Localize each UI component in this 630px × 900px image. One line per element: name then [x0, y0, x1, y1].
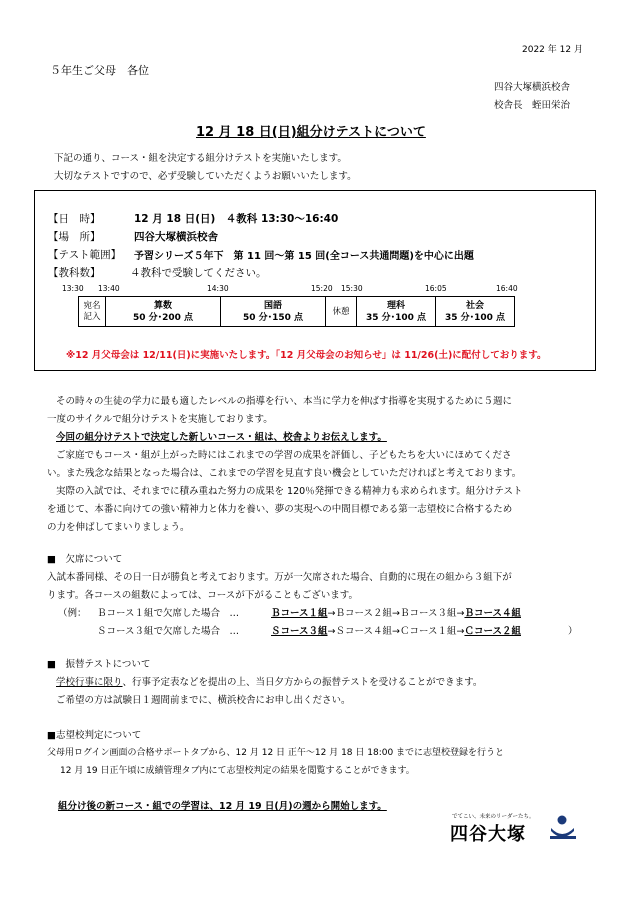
- info-date-label: 【日 時】: [48, 213, 101, 225]
- schedule-cell-japanese: [221, 297, 326, 327]
- makeup-line-2: ご希望の方は試験日１週間前までに、横浜校舎にお申し出ください。: [56, 695, 351, 706]
- organization: 四谷大塚横浜校舎: [494, 82, 571, 93]
- cell-name: 理科: [386, 300, 405, 311]
- time-tick: 16:05: [425, 284, 447, 293]
- info-date-value: 12 月 18 日(日) ４教科 13:30～16:40: [134, 213, 339, 225]
- info-range-value: 予習シリーズ５年下 第 11 回～第 15 回(全コース共通問題)を中心に出題: [134, 251, 474, 262]
- example-2-flow: [271, 623, 521, 637]
- makeup-line-1-underlined: 学校行事に限り: [56, 677, 123, 688]
- body-line-emphasis: 今回の組分けテストで決定した新しいコース・組は、校舎よりお伝えします。: [56, 432, 387, 443]
- info-place-value: 四谷大塚横浜校舎: [134, 231, 218, 243]
- body-line: の力を伸ばしてまいりましょう。: [47, 522, 190, 533]
- info-range-label: 【テスト範囲】: [48, 249, 122, 261]
- body-line: ご家庭でもコース・組が上がった時にはこれまでの学習の成果を評価し、子どもたちを大いにほめてくださ: [56, 450, 512, 461]
- judge-heading: ■志望校判定について: [47, 730, 142, 741]
- time-tick: 14:30: [207, 284, 229, 293]
- cell-detail: 35 分･100 点: [444, 312, 506, 323]
- body-line: 実際の入試では、それまでに積み重ねた努力の成果を 120％発揮できる精神力も求められます。組分けテスト: [56, 486, 523, 497]
- intro-line-2: 大切なテストですので、必ず受験していただくようお願いいたします。: [54, 171, 357, 182]
- makeup-line-1: [56, 674, 482, 688]
- info-subjects-value: ４教科で受験してください。: [130, 267, 267, 279]
- absence-heading: ■ 欠席について: [47, 554, 123, 565]
- info-subjects-label: 【教科数】: [48, 267, 101, 279]
- logo-name: 四谷大塚: [450, 824, 526, 845]
- example-2-case: Ｓコース３組で欠席した場合 …: [97, 626, 240, 637]
- intro-line-1: 下記の通り、コース・組を決定する組分けテストを実施いたします。: [54, 153, 347, 164]
- cell-detail: 50 分･150 点: [242, 312, 304, 323]
- time-tick: 15:20: [311, 284, 333, 293]
- example-1-flow: [271, 605, 521, 619]
- info-place-label: 【場 所】: [48, 231, 101, 243]
- cell-name: 国語: [263, 300, 282, 311]
- cell-detail: 50 分･200 点: [132, 312, 194, 323]
- body-line: その時々の生徒の学力に最も適したレベルの指導を行い、本当に学力を伸ばす指導を実現するために５週に: [56, 396, 513, 407]
- schedule-cell-social: [436, 297, 515, 327]
- example-2-end: Ｃコース２組: [464, 626, 521, 637]
- schedule-cell-math: [106, 297, 221, 327]
- judge-line: 12 月 19 日正午頃に成績管理タブ内にて志望校判定の結果を閲覧することができます。: [60, 766, 415, 776]
- addressee: ５年生ご父母 各位: [50, 64, 149, 77]
- document-date: 2022 年 12 月: [522, 45, 583, 55]
- schedule-cell-break: [326, 297, 357, 327]
- cell-name: 休憩: [332, 306, 350, 317]
- body-line: 一度のサイクルで組分けテストを実施しております。: [47, 414, 273, 425]
- absence-line: 入試本番同様、その日一日が勝負と考えております。万が一欠席された場合、自動的に現在の組から３組下が: [47, 572, 512, 583]
- cell-detail: 35 分･100 点: [365, 312, 427, 323]
- example-1-mid: →Ｂコース２組→Ｂコース３組→: [327, 608, 465, 619]
- example-1-end: Ｂコース４組: [464, 608, 521, 619]
- body-line: を通じて、本番に向けての強い精神力と体力を養い、夢の実現への中間目標である第一志望校に合格するため: [47, 504, 513, 515]
- cell-name: 社会: [465, 300, 484, 311]
- time-tick: 15:30: [341, 284, 363, 293]
- schedule-table: [78, 296, 515, 327]
- time-tick: 13:30: [62, 284, 84, 293]
- judge-line: 父母用ログイン画面の合格サポートタブから、12 月 12 日 正午～12 月 18 日 18:00 までに志望校登録を行うと: [47, 748, 505, 758]
- body-line: い。また残念な結果となった場合は、これまでの学習を見直す良い機会としていただければと考えております。: [47, 468, 522, 479]
- cell-name: 宛名 記入: [83, 300, 101, 322]
- example-1-start: Ｂコース１組: [271, 608, 328, 619]
- schedule-cell-science: [357, 297, 436, 327]
- time-tick: 13:40: [98, 284, 120, 293]
- cell-name: 算数: [153, 300, 172, 311]
- time-tick: 16:40: [496, 284, 518, 293]
- page-title: 12 月 18 日(日)組分けテストについて: [196, 125, 426, 140]
- makeup-line-1-rest: 、行事予定表などを提出の上、当日夕方からの振替テストを受けることができます。: [122, 677, 483, 688]
- logo-tagline: でてこい、未来のリーダーたち。: [452, 814, 535, 820]
- logo-mark-icon: [548, 812, 578, 842]
- example-2-start: Ｓコース３組: [271, 626, 328, 637]
- example-2-mid: →Ｓコース４組→Ｃコース１組→: [327, 626, 465, 637]
- schedule-cell-address: [79, 297, 106, 327]
- principal: 校舎長 蛭田栄治: [494, 100, 571, 111]
- example-suffix: ）: [568, 626, 578, 637]
- footer-note: 組分け後の新コース・組での学習は、12 月 19 日(月)の週から開始します。: [58, 801, 387, 812]
- example-1-case: Ｂコース１組で欠席した場合 …: [97, 608, 240, 619]
- absence-line: ります。各コースの組数によっては、コースが下がることもございます。: [47, 590, 359, 601]
- parent-meeting-notice: ※12 月父母会は 12/11(日)に実施いたします。「12 月父母会のお知らせ」は 11/26(土)に配付しております。: [66, 350, 547, 361]
- makeup-heading: ■ 振替テストについて: [47, 659, 151, 670]
- example-prefix: （例：: [58, 608, 87, 619]
